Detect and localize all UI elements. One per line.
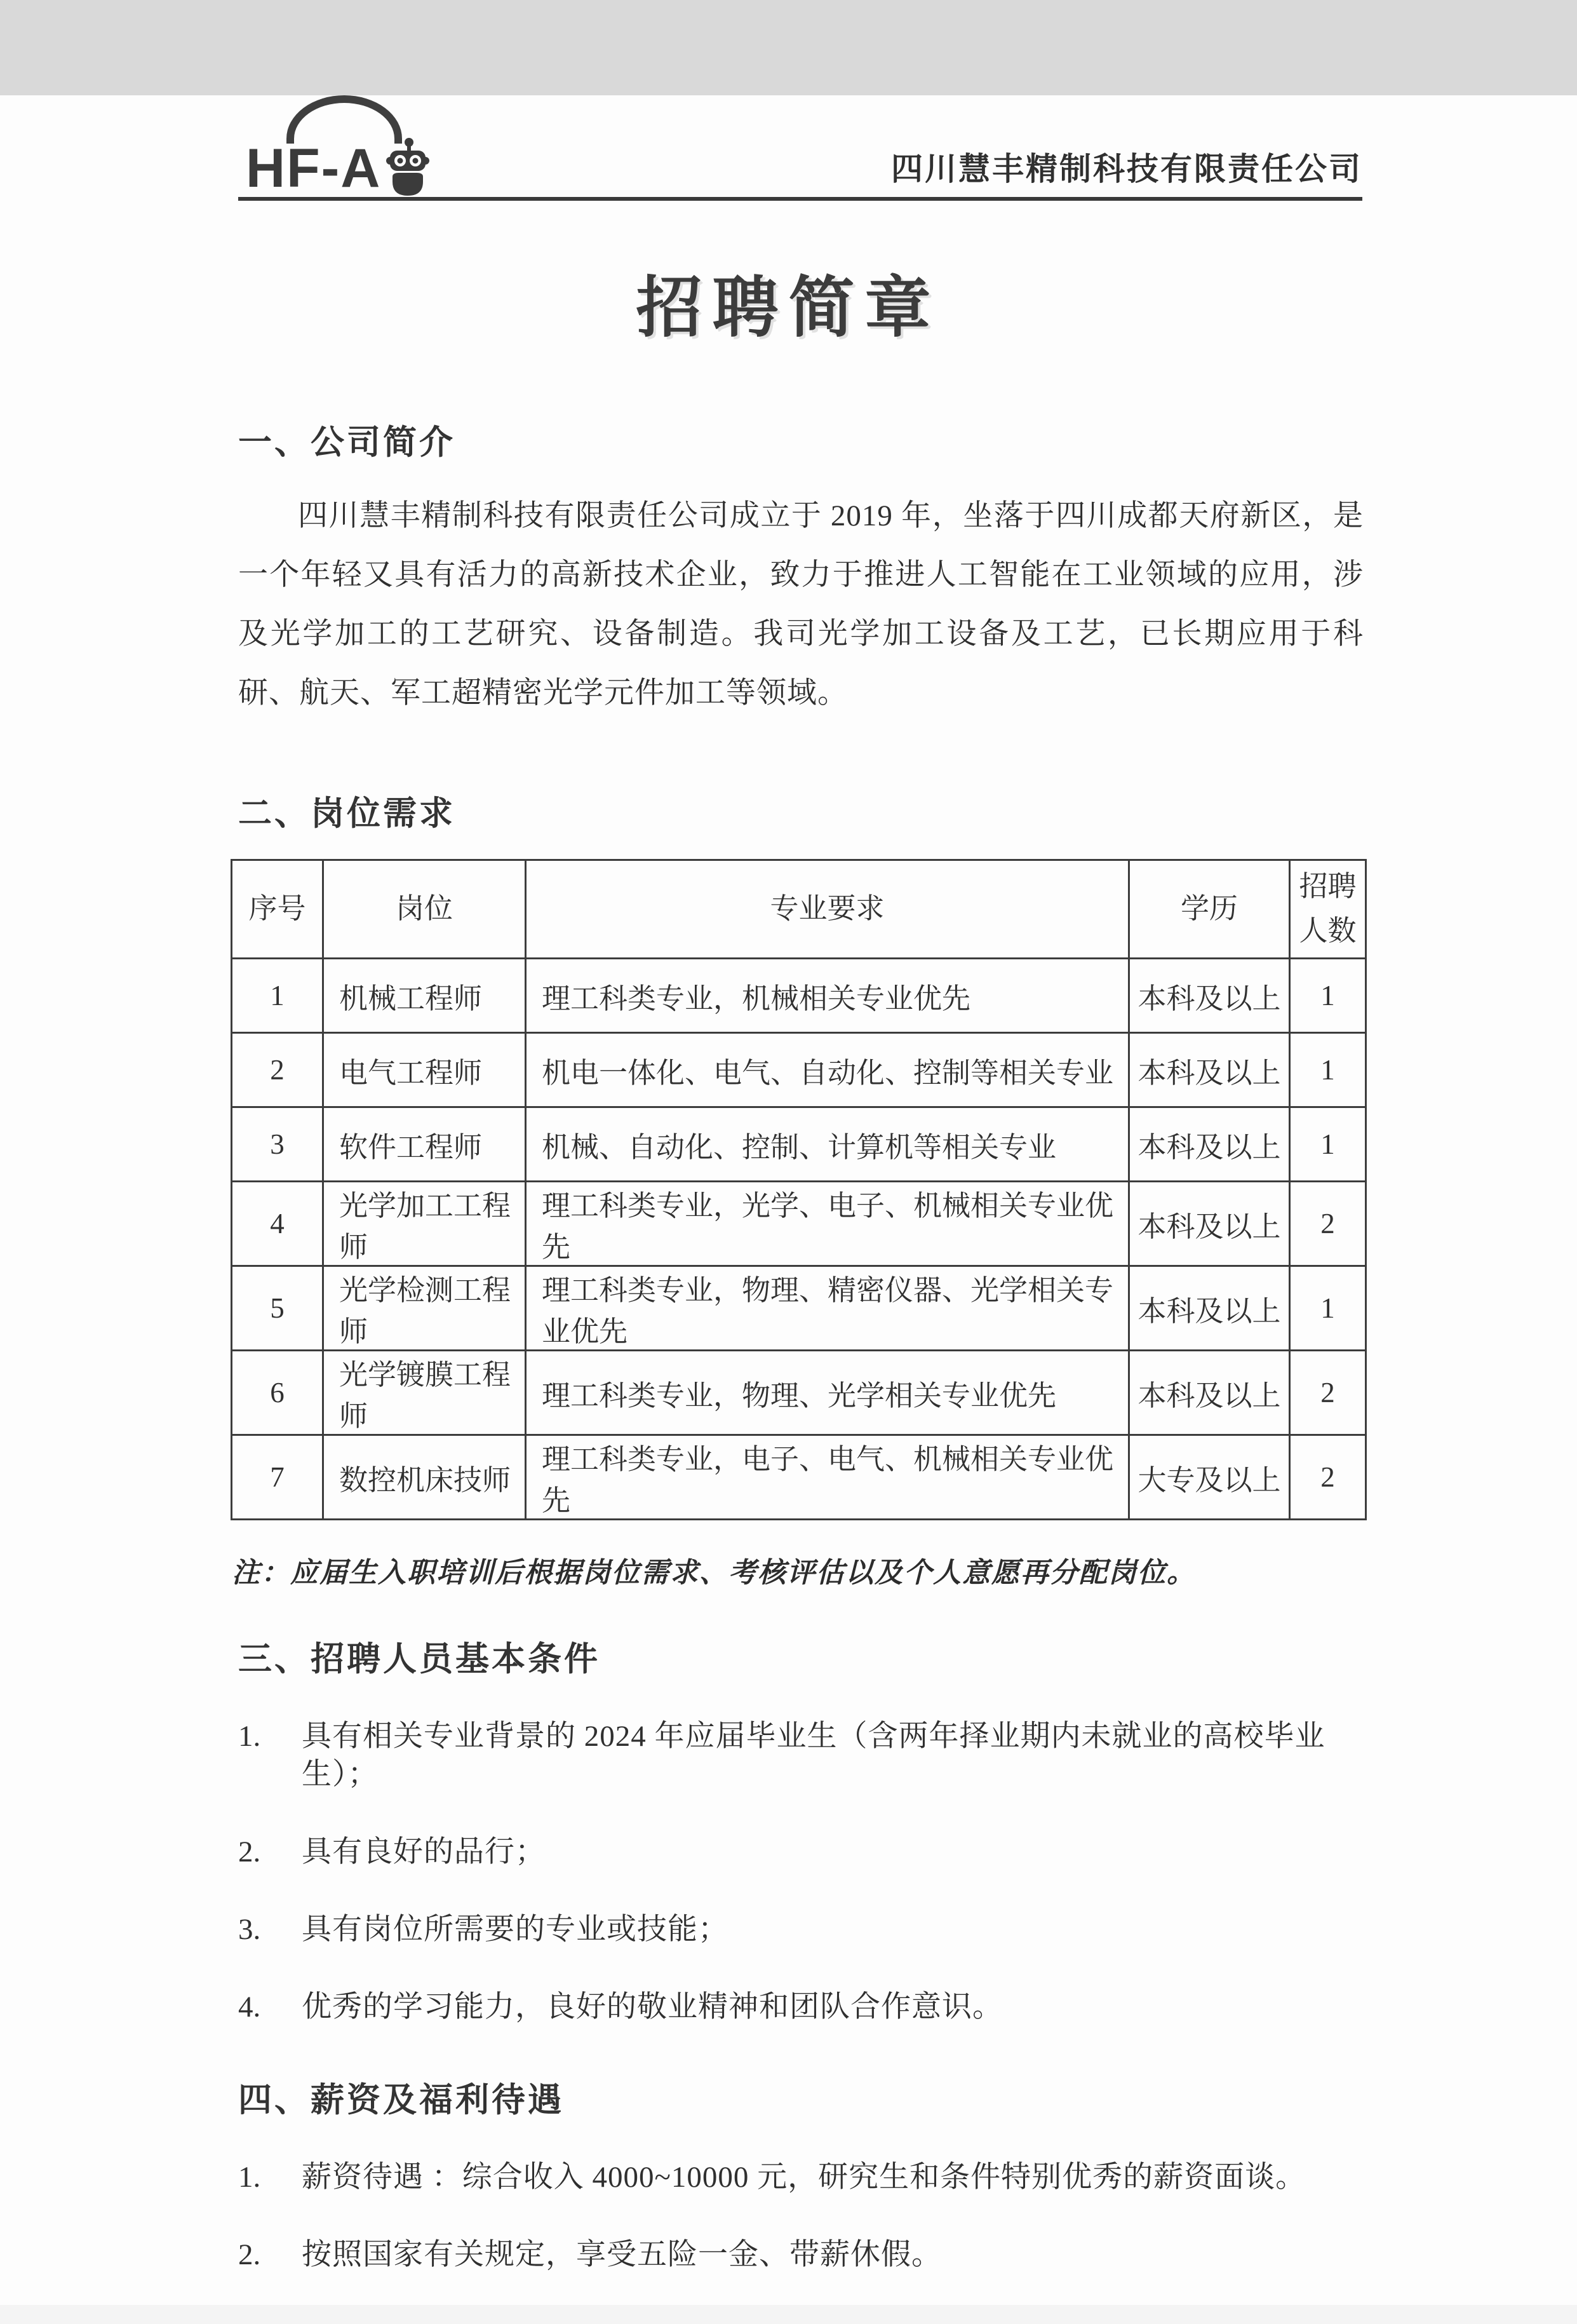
index-cell: 1 xyxy=(232,959,323,1033)
major-cell: 理工科类专业，电子、电气、机械相关专业优先 xyxy=(526,1435,1129,1520)
major-cell: 机电一体化、电气、自动化、控制等相关专业 xyxy=(526,1033,1129,1107)
robot-icon xyxy=(384,137,431,196)
table-row xyxy=(232,1033,1366,1107)
requirement-item xyxy=(238,1988,1364,2026)
index-cell: 5 xyxy=(232,1266,323,1351)
major-cell: 理工科类专业，机械相关专业优先 xyxy=(526,959,1129,1033)
education-cell: 本科及以上 xyxy=(1129,959,1290,1033)
col-header-headcount: 招聘人数 xyxy=(1290,860,1366,959)
section-heading-company-intro: 一、公司简介 xyxy=(238,424,455,461)
headcount-cell: 1 xyxy=(1290,959,1366,1033)
company-intro-paragraph: 四川慧丰精制科技有限责任公司成立于 2019 年，坐落于四川成都天府新区，是一个年轻又具有活力的高新技术企业，致力于推进人工智能在工业领域的应用，涉及光学加工的工艺研究、设备制造。我司光学加工设备及工艺，已长期应用于科研、航天、军工超精密光学元件加工等领域。 xyxy=(238,499,1364,710)
item-number: 2. xyxy=(238,2238,261,2271)
headcount-cell: 1 xyxy=(1290,1033,1366,1107)
document-page xyxy=(0,95,1577,2324)
index-cell: 3 xyxy=(232,1107,323,1182)
section-heading-salary-benefits: 四、薪资及福利待遇 xyxy=(238,2081,564,2119)
table-row xyxy=(232,1107,1366,1182)
item-number: 1. xyxy=(238,2161,261,2194)
table-row xyxy=(232,959,1366,1033)
item-text: 具有岗位所需要的专业或技能； xyxy=(302,1913,728,1946)
salary-item xyxy=(238,2158,1364,2196)
col-header-education: 学历 xyxy=(1129,860,1290,959)
headcount-cell: 2 xyxy=(1290,1182,1366,1266)
col-header-major: 专业要求 xyxy=(526,860,1129,959)
salary-item xyxy=(238,2236,1364,2274)
headcount-cell: 2 xyxy=(1290,1435,1366,1520)
requirement-item xyxy=(238,1910,1364,1949)
page-header xyxy=(238,95,1362,201)
education-cell: 本科及以上 xyxy=(1129,1351,1290,1435)
item-number: 4. xyxy=(238,1990,261,2023)
index-cell: 7 xyxy=(232,1435,323,1520)
item-text: 按照国家有关规定，享受五险一金、带薪休假。 xyxy=(302,2238,942,2271)
major-cell: 机械、自动化、控制、计算机等相关专业 xyxy=(526,1107,1129,1182)
item-text: 优秀的学习能力，良好的敬业精神和团队合作意识。 xyxy=(302,1990,1003,2023)
jobs-table xyxy=(231,859,1367,1520)
index-cell: 6 xyxy=(232,1351,323,1435)
headcount-cell: 1 xyxy=(1290,1107,1366,1182)
major-cell: 理工科类专业，物理、精密仪器、光学相关专业优先 xyxy=(526,1266,1129,1351)
item-text: 具有良好的品行； xyxy=(302,1835,546,1868)
item-number: 1. xyxy=(238,1720,261,1753)
index-cell: 2 xyxy=(232,1033,323,1107)
table-row xyxy=(232,1266,1366,1351)
company-logo xyxy=(246,95,431,199)
section-heading-job-requirements: 二、岗位需求 xyxy=(238,795,455,832)
index-cell: 4 xyxy=(232,1182,323,1266)
section-heading-candidate-requirements: 三、招聘人员基本条件 xyxy=(238,1640,600,1678)
scan-artifact-strip xyxy=(0,2305,1577,2324)
col-header-index: 序号 xyxy=(232,860,323,959)
headcount-cell: 1 xyxy=(1290,1266,1366,1351)
position-cell: 机械工程师 xyxy=(323,959,526,1033)
position-cell: 光学镀膜工程师 xyxy=(323,1351,526,1435)
item-number: 2. xyxy=(238,1835,261,1868)
position-cell: 电气工程师 xyxy=(323,1033,526,1107)
position-cell: 光学检测工程师 xyxy=(323,1266,526,1351)
education-cell: 大专及以上 xyxy=(1129,1435,1290,1520)
education-cell: 本科及以上 xyxy=(1129,1182,1290,1266)
table-header-row xyxy=(232,860,1366,959)
position-cell: 数控机床技师 xyxy=(323,1435,526,1520)
position-cell: 光学加工工程师 xyxy=(323,1182,526,1266)
page-title: 招聘简章 xyxy=(636,272,941,345)
requirement-item xyxy=(238,1833,1364,1871)
logo-text: HF-A xyxy=(246,138,382,199)
education-cell: 本科及以上 xyxy=(1129,1266,1290,1351)
item-text: 薪资待遇 ：综合收入 4000~10000 元，研究生和条件特别优秀的薪资面谈。 xyxy=(302,2161,1306,2194)
item-text: 具有相关专业背景的 2024 年应届毕业生（含两年择业期内未就业的高校毕业生）； xyxy=(302,1720,1325,1791)
requirement-item xyxy=(238,1717,1364,1794)
headcount-cell: 2 xyxy=(1290,1351,1366,1435)
education-cell: 本科及以上 xyxy=(1129,1107,1290,1182)
table-row xyxy=(232,1182,1366,1266)
company-name: 四川慧丰精制科技有限责任公司 xyxy=(891,151,1362,187)
col-header-position: 岗位 xyxy=(323,860,526,959)
table-note: 注：应届生入职培训后根据岗位需求、考核评估以及个人意愿再分配岗位。 xyxy=(232,1557,1196,1588)
position-cell: 软件工程师 xyxy=(323,1107,526,1182)
table-row xyxy=(232,1435,1366,1520)
major-cell: 理工科类专业，物理、光学相关专业优先 xyxy=(526,1351,1129,1435)
major-cell: 理工科类专业，光学、电子、机械相关专业优先 xyxy=(526,1182,1129,1266)
table-row xyxy=(232,1351,1366,1435)
item-number: 3. xyxy=(238,1913,261,1946)
logo-arc xyxy=(286,95,402,144)
education-cell: 本科及以上 xyxy=(1129,1033,1290,1107)
